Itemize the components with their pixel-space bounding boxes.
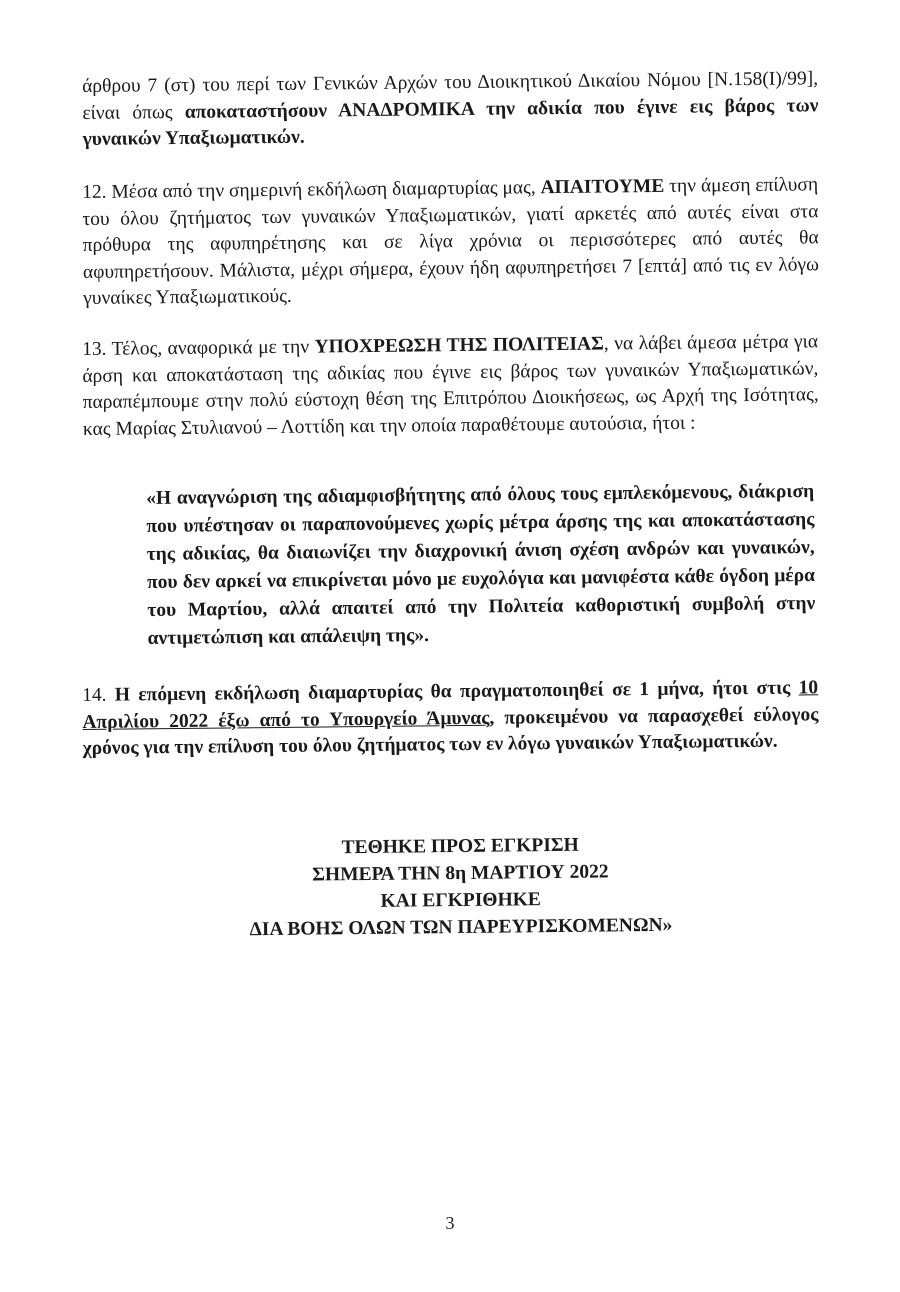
paragraph-13-text-start: 13. Τέλος, αναφορικά με την xyxy=(82,336,315,360)
paragraph-12-text-start: 12. Μέσα από την σημερινή εκδήλωση διαμαρτυρίας μας, xyxy=(82,177,541,203)
paragraph-13 xyxy=(82,329,819,443)
approval-line-1: ΤΕΘΗΚΕ ΠΡΟΣ ΕΓΚΡΙΣΗ xyxy=(341,834,579,859)
paragraph-14 xyxy=(82,675,819,762)
paragraph-14-number: 14. xyxy=(82,684,115,706)
continuation-text: άρθρου 7 (στ) του περί των Γενικών Αρχών του Διοικητικού Δικαίου Νόμου [Ν.158(Ι)/99], είναι όπως xyxy=(82,68,819,124)
paragraph-14-bold-text: Η επόμενη εκδήλωση διαμαρτυρίας θα πραγματοποιηθεί σε 1 μήνα, ήτοι στις xyxy=(114,677,799,706)
approval-statement xyxy=(150,830,771,944)
paragraph-13-text-end: , να λάβει άμεσα μέτρα για άρση και αποκατάσταση της αδικίας που έγινε εις βάρος των γυναικών Υπαξιωματικών, παραπέμπουμε στην πολύ εύστοχη θέση της Επιτρόπου Διοικήσεως, ως Αρχή της Ισότητας, κας Μαρίας Στυλιανού – Λοττίδη και την οποία παραθέτουμε αυτούσια, ήτοι : xyxy=(82,331,819,440)
approval-line-4: ΔΙΑ ΒΟΗΣ ΟΛΩΝ ΤΩΝ ΠΑΡΕΥΡΙΣΚΟΜΕΝΩΝ» xyxy=(249,914,673,941)
approval-line-2: ΣΗΜΕΡΑ ΤΗΝ 8η ΜΑΡΤΙΟΥ 2022 xyxy=(312,861,609,886)
paragraph-13-emphasis: ΥΠΟΧΡΕΩΣΗ ΤΗΣ ΠΟΛΙΤΕΙΑΣ xyxy=(314,333,604,358)
paragraph-12 xyxy=(82,172,819,312)
paragraph-14-underlined-date: 10 Απριλίου 2022 έξω από το Υπουργείο Άμυνας xyxy=(82,677,819,733)
approval-line-3: ΚΑΙ ΕΓΚΡΙΘΗΚΕ xyxy=(380,889,541,912)
page-number: 3 xyxy=(445,1213,455,1233)
paragraph-12-emphasis: ΑΠΑΙΤΟΥΜΕ xyxy=(540,175,665,199)
paragraph-continuation xyxy=(82,66,819,153)
block-quote: «Η αναγνώριση της αδιαμφισβήτητης από όλους τους εμπλεκόμενους, διάκριση που υπέστησαν οι παραπονούμενες χωρίς μέτρα άρσης της και αποκατάστασης της αδικίας, θα διαιωνίζει την διαχρονική άνιση σχέση ανδρών και γυναικών, που δεν αρκεί να επικρίνεται μόνο με ευχολόγια και μανιφέστα κάθε όγδοη μέρα του Μαρτίου, αλλά απαιτεί από την Πολιτεία καθοριστική συμβολή στην αντιμετώπιση και απάλειψη της». xyxy=(146,481,816,649)
paragraph-14-bold-end: , προκειμένου να παρασχεθεί εύλογος χρόνος για την επίλυση του όλου ζητήματος των εν λόγω γυναικών Υπαξιωματικών. xyxy=(82,703,819,759)
continuation-bold-text: αποκαταστήσουν ΑΝΑΔΡΟΜΙΚΑ την αδικία που έγινε εις βάρος των γυναικών Υπαξιωματικών. xyxy=(82,94,819,150)
paragraph-12-text-end: την άμεση επίλυση του όλου ζητήματος των γυναικών Υπαξιωματικών, γιατί αρκετές από αυτές είναι στα πρόθυρα της αφυπηρέτησης και σε λίγα χρόνια οι περισσότερες από αυτές θα αφυπηρετήσουν. Μάλιστα, μέχρι σήμερα, έχουν ήδη αφυπηρετήσει 7 [επτά] από τις εν λόγω γυναίκες Υπαξιωματικούς. xyxy=(82,174,820,309)
